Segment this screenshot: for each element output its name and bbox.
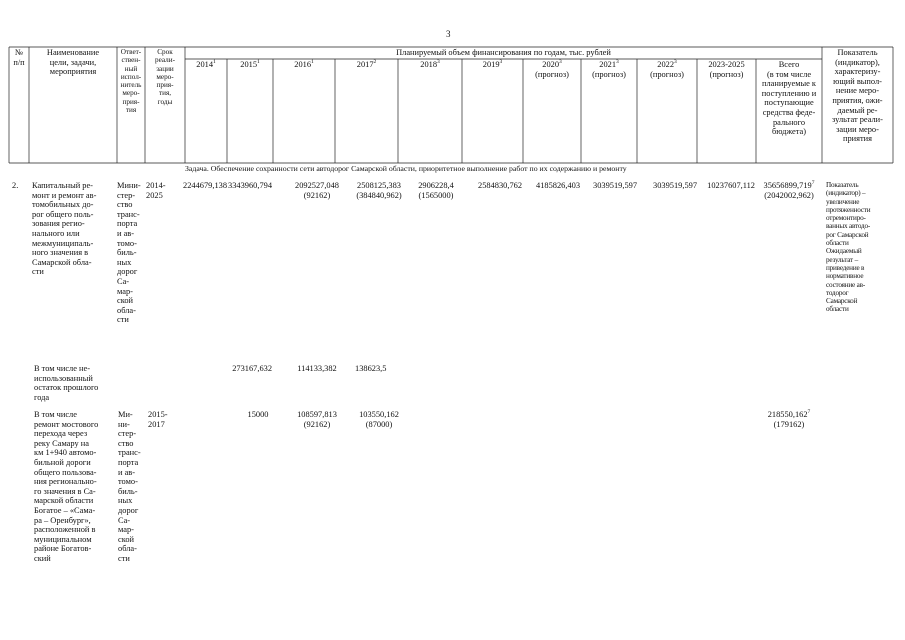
row3-name: В том числе ремонт мостового перехода через реку Самару на км 1+940 автомо- бильной дороги общего пользова- ния регионально- го значения в Са- марской области Богатое – «Сама- ра – Оренбург», расположенной в муниципальном районе Богатов- ский (34, 410, 99, 563)
header-year-2023-2025: 2023-2025 (прогноз) (708, 60, 745, 79)
row1-2022: 3039519,597 (653, 181, 697, 190)
header-year-2021: 2021$^3$ (прогноз) (592, 59, 626, 79)
header-year-2015: 2015$^1$ (240, 59, 260, 69)
header-year-2018: 2018$^3$ (420, 59, 440, 69)
row1-2015: 3343960,794 (228, 181, 272, 190)
row1-total: 35656899,719$^7$ (2042002,962) (763, 180, 815, 200)
row3-2016: 108597,813 (92162) (297, 410, 337, 429)
row1-2021: 3039519,597 (593, 181, 637, 190)
row2-2015: 273167,632 (232, 364, 272, 373)
row2-name: В том числе не- использованный остаток прошлого года (34, 364, 99, 402)
task-row-text: Задача. Обеспечение сохранности сети автодорог Самарской области, приоритетное выполнение работ по их содержанию и ремонту (185, 164, 627, 173)
row1-term: 2014- 2025 (146, 181, 166, 200)
row3-total: 218550,162$^7$ (179162) (767, 409, 811, 429)
row1-2019: 2584830,762 (478, 181, 522, 190)
header-term: Срок реали- зации меро- прия- тия, годы (155, 48, 175, 106)
row1-name: Капитальный ре- монт и ремонт ав- томобильных до- рог общего поль- зования регио- нального или межмуниципаль- ного значения в Самарской обла- сти (32, 181, 97, 277)
header-name: Наименование цели, задачи, мероприятия (46, 48, 100, 77)
header-year-2014: 2014$^1$ (196, 59, 216, 69)
header-total: Всего (в том числе планируемые к поступлению и поступающие средства феде- рального бюджета) (761, 60, 817, 137)
row3-responsible: Ми- ни- стер- ство транс- порта и ав- томо- биль- ных дорог Са- мар- ской обла- сти (118, 410, 141, 563)
row3-2015: 15000 (247, 410, 269, 419)
row1-2014: 2244679,138 (183, 181, 227, 190)
row1-indicator: Показатель (индикатор) – увеличение протяженности отремонтиро- ванных автодо- рог Самарской области Ожидаемый результат – приведение в нормативное состояние ав- тодорог Самарской области (826, 181, 871, 314)
header-year-2016: 2016$^1$ (294, 59, 314, 69)
row1-2018: 2906228,4 (1565000) (418, 181, 454, 200)
header-year-2022: 2022$^3$ (прогноз) (650, 59, 684, 79)
row3-2017: 103550,162 (87000) (359, 410, 399, 429)
page-number: 3 (446, 29, 451, 39)
header-indicator: Показатель (индикатор), характеризу- ющий выпол- нение меро- приятия, ожи- даемый ре- зультат реали- зации меро- приятия (832, 48, 883, 144)
header-year-2017: 2017$^2$ (356, 59, 377, 69)
row1-2016: 2092527,048 (92162) (295, 181, 339, 200)
header-num: № п/п (13, 48, 25, 67)
row1-2020: 4185826,403 (536, 181, 580, 190)
row1-responsible: Мини- стер- ство транс- порта и ав- томо- биль- ных дорог Са- мар- ской обла- сти (117, 181, 141, 325)
row1-2017: 2508125,383 (384840,962) (356, 181, 402, 200)
row2-2017: 138623,5 (355, 364, 387, 373)
row3-term: 2015- 2017 (148, 410, 168, 429)
header-year-2019: 2019$^3$ (482, 59, 503, 69)
row1-num: 2. (12, 181, 19, 190)
header-responsible: Ответ- ствен- ный испол- нитель меро- прия- тия (120, 48, 142, 115)
header-funding-title: Планируемый объем финансирования по годам, тыс. рублей (396, 48, 611, 57)
row1-2023-2025: 10237607,112 (707, 181, 755, 190)
row2-2016: 114133,382 (297, 364, 337, 373)
header-year-2020: 2020$^3$ (прогноз) (535, 59, 569, 79)
